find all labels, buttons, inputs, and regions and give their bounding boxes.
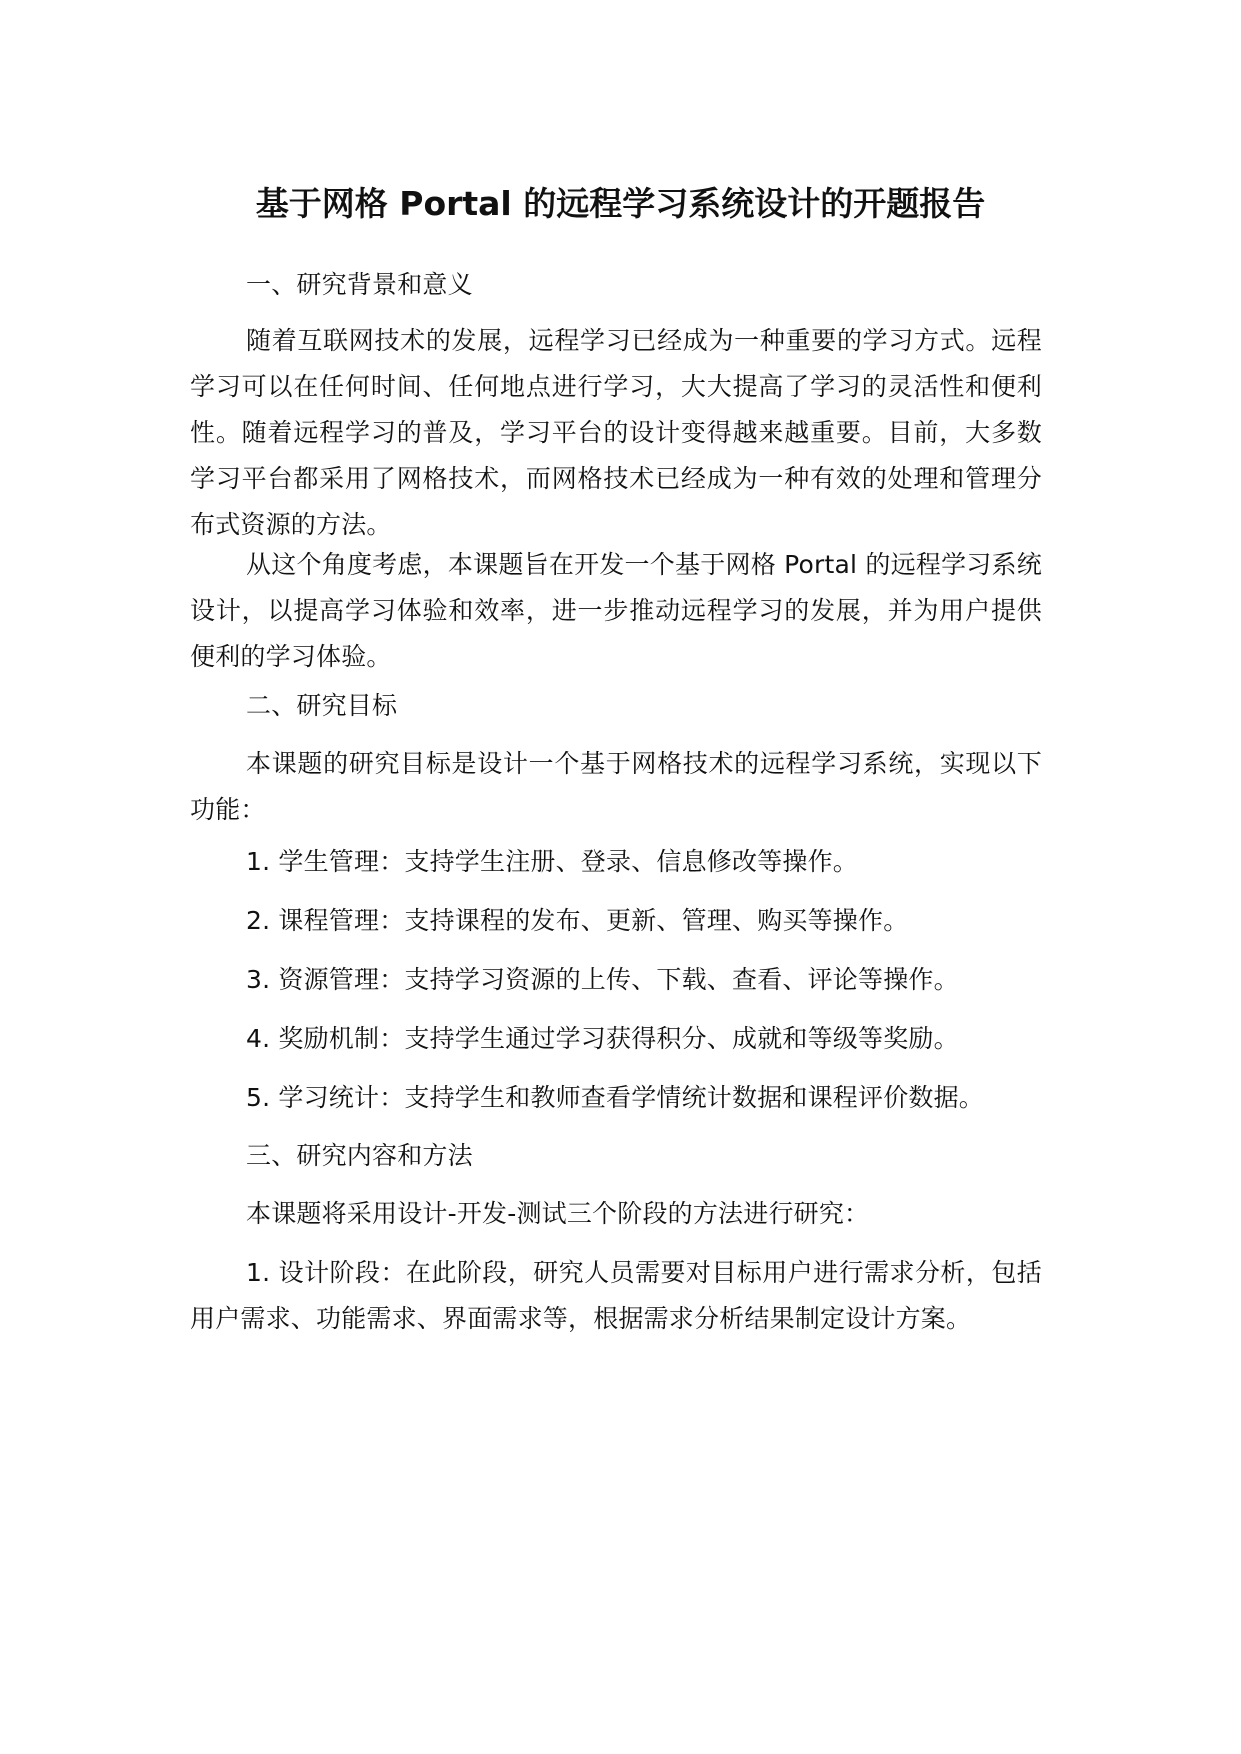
list-item: 1. 学生管理：支持学生注册、登录、信息修改等操作。 <box>246 847 859 876</box>
paragraph-background: 随着互联网技术的发展，远程学习已经成为一种重要的学习方式。远程学习可以在任何时间、任何地点进行学习，大大提高了学习的灵活性和便利性。随着远程学习的普及，学习平台的设计变得越来越重要。目前，大多数学习平台都采用了网格技术，而网格技术已经成为一种有效的处理和管理分布式资源的方法。 <box>190 326 1042 539</box>
list-item: 2. 课程管理：支持课程的发布、更新、管理、购买等操作。 <box>246 906 909 935</box>
list-item: 1. 设计阶段：在此阶段，研究人员需要对目标用户进行需求分析，包括用户需求、功能需求、界面需求等，根据需求分析结果制定设计方案。 <box>190 1258 1042 1333</box>
paragraph-goals-intro: 本课题的研究目标是设计一个基于网格技术的远程学习系统，实现以下功能： <box>190 749 1042 824</box>
paragraph-motivation: 从这个角度考虑，本课题旨在开发一个基于网格 Portal 的远程学习系统设计，以提高学习体验和效率，进一步推动远程学习的发展，并为用户提供便利的学习体验。 <box>190 550 1042 671</box>
paragraph-methods-intro: 本课题将采用设计-开发-测试三个阶段的方法进行研究： <box>246 1199 870 1228</box>
list-item: 3. 资源管理：支持学习资源的上传、下载、查看、评论等操作。 <box>246 965 959 994</box>
section-heading-goals: 二、研究目标 <box>246 691 398 720</box>
list-item: 5. 学习统计：支持学生和教师查看学情统计数据和课程评价数据。 <box>246 1083 985 1112</box>
list-item: 4. 奖励机制：支持学生通过学习获得积分、成就和等级等奖励。 <box>246 1024 959 1053</box>
document-title: 基于网格 Portal 的远程学习系统设计的开题报告 <box>255 184 986 223</box>
section-heading-methods: 三、研究内容和方法 <box>246 1141 473 1170</box>
section-heading-background: 一、研究背景和意义 <box>246 270 473 299</box>
